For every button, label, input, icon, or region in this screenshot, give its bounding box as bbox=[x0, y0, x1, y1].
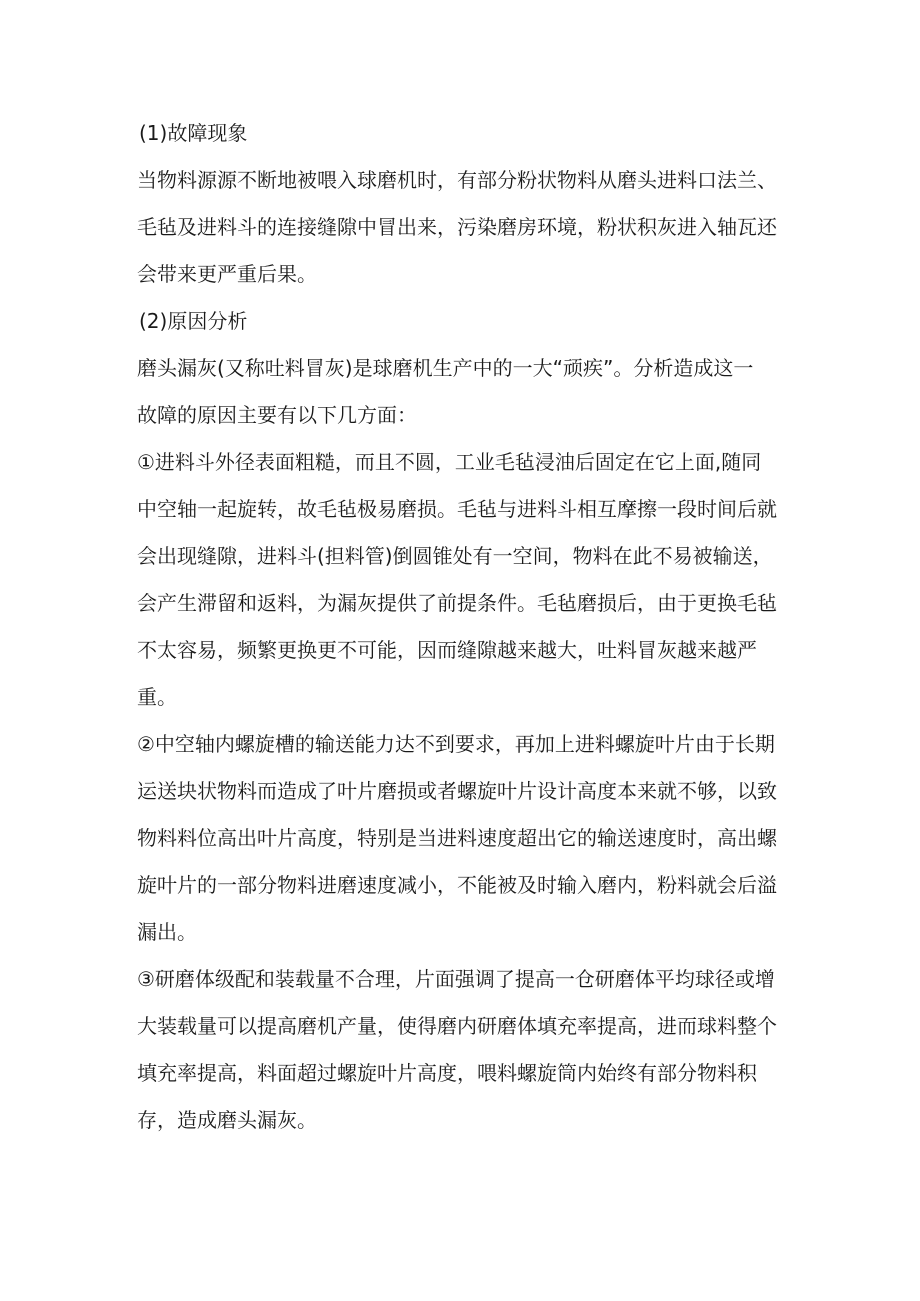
text-line: ①进料斗外径表面粗糙，而且不圆，工业毛毡浸油后固定在它上面,随同 bbox=[137, 450, 762, 474]
text-line: 磨头漏灰(又称吐料冒灰)是球磨机生产中的一大“顽疾”。分析造成这一 bbox=[137, 356, 754, 380]
text-line: 不太容易，频繁更换更不可能，因而缝隙越来越大，吐料冒灰越来越严 bbox=[137, 638, 757, 662]
text-line: 会带来更严重后果。 bbox=[137, 262, 317, 286]
text-line: 填充率提高，料面超过螺旋叶片高度，喂料螺旋筒内始终有部分物料积 bbox=[137, 1061, 757, 1085]
text-line: ③研磨体级配和装载量不合理，片面强调了提高一仓研磨体平均球径或增 bbox=[137, 967, 775, 991]
text-line: 会产生滞留和返料，为漏灰提供了前提条件。毛毡磨损后，由于更换毛毡 bbox=[137, 591, 777, 615]
text-line: 物料料位高出叶片高度，特别是当进料速度超出它的输送速度时，高出螺 bbox=[137, 826, 777, 850]
text-line: 存，造成磨头漏灰。 bbox=[137, 1108, 317, 1132]
document-body bbox=[137, 110, 797, 1144]
text-line: 故障的原因主要有以下几方面： bbox=[137, 403, 417, 427]
text-line: 当物料源源不断地被喂入球磨机时，有部分粉状物料从磨头进料口法兰、 bbox=[137, 168, 777, 192]
section-heading-fault-phenomenon: (1)故障现象 bbox=[139, 121, 248, 145]
text-line: 大装载量可以提高磨机产量，使得磨内研磨体填充率提高，进而球料整个 bbox=[137, 1014, 777, 1038]
section-heading-cause-analysis: (2)原因分析 bbox=[139, 309, 248, 333]
text-line: 毛毡及进料斗的连接缝隙中冒出来，污染磨房环境，粉状积灰进入轴瓦还 bbox=[137, 215, 777, 239]
text-line: 中空轴一起旋转，故毛毡极易磨损。毛毡与进料斗相互摩擦一段时间后就 bbox=[137, 497, 777, 521]
text-line: 旋叶片的一部分物料进磨速度减小，不能被及时输入磨内，粉料就会后溢 bbox=[137, 873, 777, 897]
text-line: ②中空轴内螺旋槽的输送能力达不到要求，再加上进料螺旋叶片由于长期 bbox=[137, 732, 775, 756]
text-line: 重。 bbox=[137, 685, 177, 709]
text-line: 运送块状物料而造成了叶片磨损或者螺旋叶片设计高度本来就不够，以致 bbox=[137, 779, 777, 803]
text-line: 漏出。 bbox=[137, 920, 197, 944]
text-line: 会出现缝隙，进料斗(担料管)倒圆锥处有一空间，物料在此不易被输送， bbox=[137, 544, 773, 568]
